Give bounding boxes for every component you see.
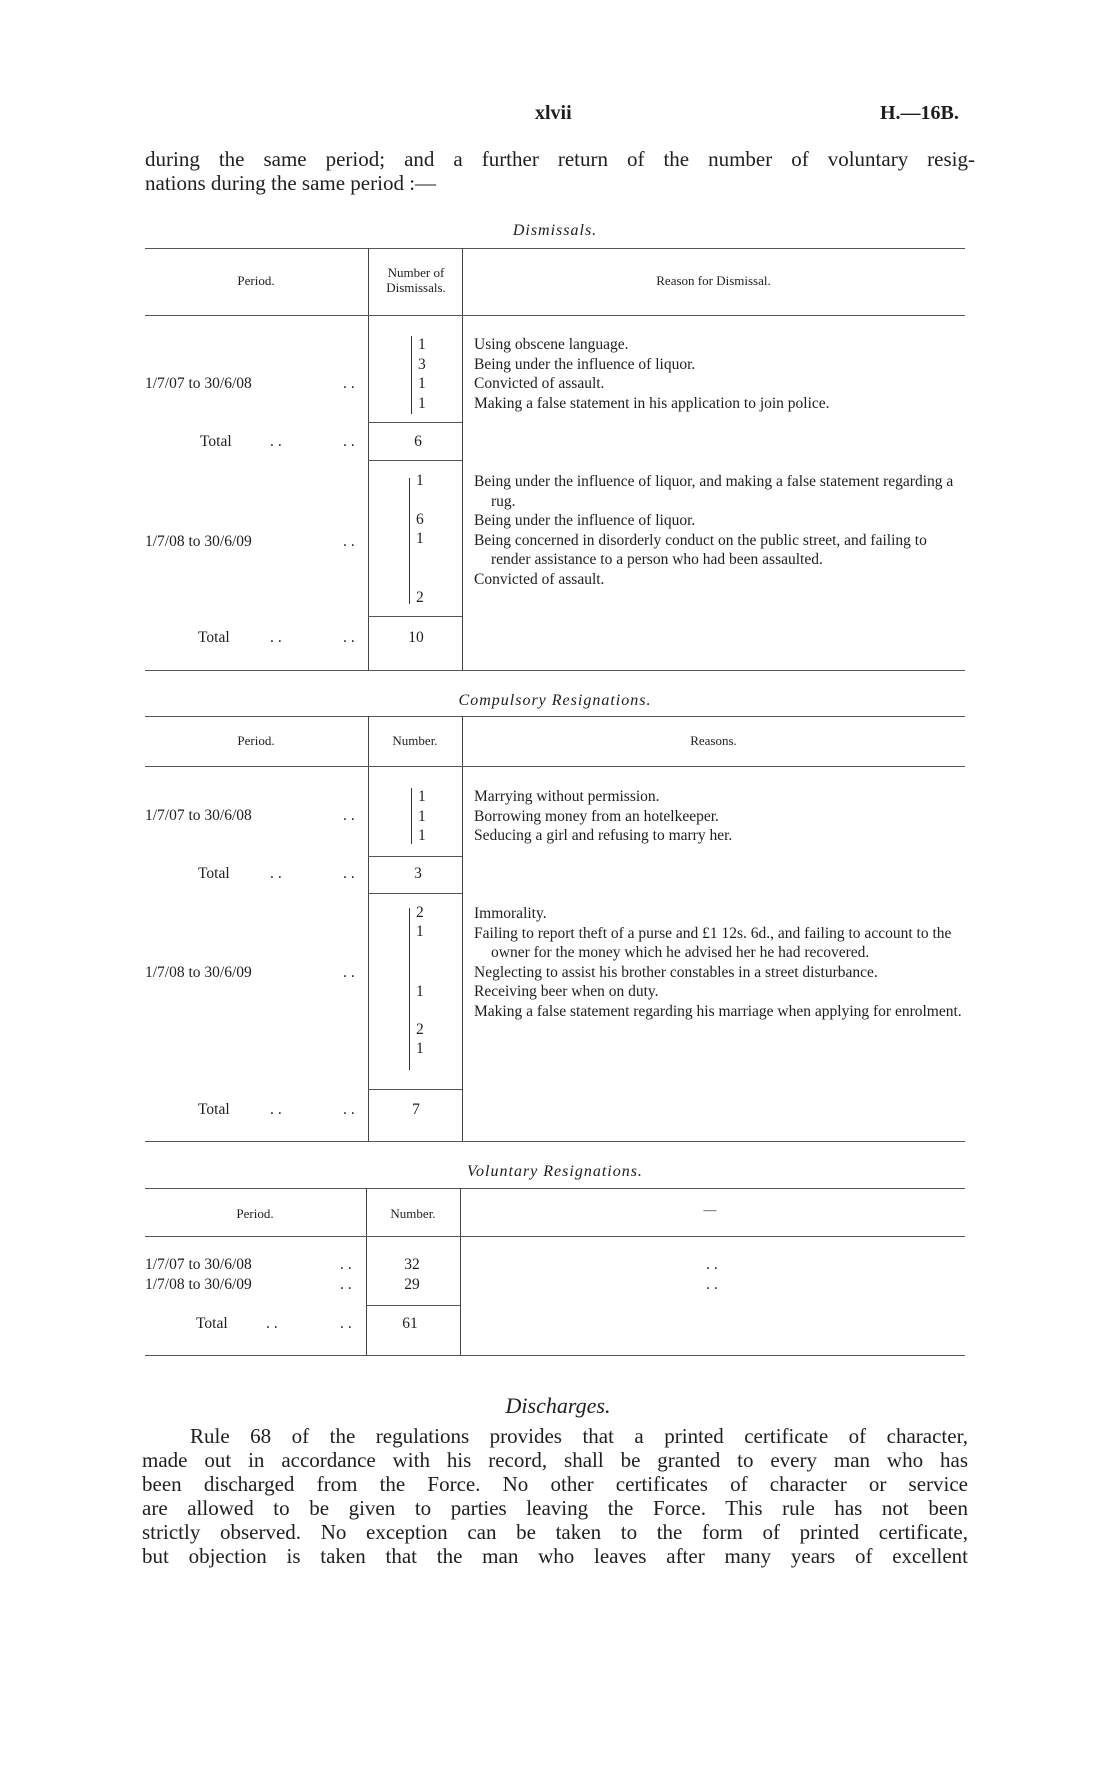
dismissals-header-number: Number of Dismissals. bbox=[386, 265, 446, 295]
discharges-line-6: but objection is taken that the man who leaves after many years of excellent bbox=[142, 1544, 968, 1568]
voluntary-row-2-number: 29 bbox=[404, 1276, 420, 1293]
reason: Borrowing money from an hotelkeeper. bbox=[474, 807, 719, 825]
compulsory-col-divider-1 bbox=[368, 716, 369, 1141]
voluntary-header-period: Period. bbox=[236, 1206, 274, 1221]
voluntary-row-2-extra: .. bbox=[706, 1276, 722, 1293]
dismissals-p2-count-2: 1 bbox=[416, 530, 424, 547]
dismissals-p1-brace bbox=[411, 336, 412, 414]
intro-paragraph bbox=[145, 147, 975, 195]
dismissals-p2-total: 10 bbox=[408, 629, 424, 646]
compulsory-top-rule bbox=[145, 716, 965, 717]
discharges-line-5: strictly observed. No exception can be taken to the form of printed certificate, bbox=[142, 1520, 968, 1544]
count: 1 bbox=[418, 336, 426, 353]
compulsory-p2-count-4: 1 bbox=[416, 1040, 424, 1057]
count: 1 bbox=[418, 807, 426, 825]
dismissals-bottom-rule bbox=[145, 670, 965, 671]
compulsory-p2-period: 1/7/08 to 30/6/09 bbox=[145, 964, 252, 981]
compulsory-p2-reasons bbox=[474, 904, 966, 1021]
reason: Neglecting to assist his brother constables in a street disturbance. bbox=[474, 963, 878, 981]
reason: Making a false statement regarding his marriage when applying for enrolment. bbox=[474, 1002, 962, 1020]
reason: Being concerned in disorderly conduct on the public street, and failing to render assistance to a person who had been assaulted. bbox=[474, 531, 927, 568]
reason: Convicted of assault. bbox=[474, 570, 605, 588]
compulsory-p1-total: 3 bbox=[414, 865, 422, 882]
discharges-line-4: are allowed to be given to parties leaving the Force. This rule has not been bbox=[142, 1496, 968, 1520]
dismissals-p1-dots: .. bbox=[343, 375, 359, 392]
reason: Making a false statement in his application to join police. bbox=[474, 394, 830, 412]
voluntary-col-divider-2 bbox=[460, 1188, 461, 1355]
discharges-line-3: been discharged from the Force. No other certificates of character or service bbox=[142, 1472, 968, 1496]
document-reference: H.—16B. bbox=[880, 102, 959, 124]
intro-line-2: nations during the same period :— bbox=[145, 171, 437, 195]
compulsory-p2-sum-rule bbox=[368, 1089, 462, 1090]
dismissals-p2-count-3: 2 bbox=[416, 589, 424, 606]
count: 1 bbox=[418, 788, 426, 805]
voluntary-top-rule bbox=[145, 1188, 965, 1189]
compulsory-bottom-rule bbox=[145, 1141, 965, 1142]
compulsory-p1-reasons bbox=[474, 787, 966, 846]
dismissals-p2-count-0: 1 bbox=[416, 472, 424, 489]
dots: .. bbox=[343, 1101, 359, 1118]
voluntary-header-reason: — bbox=[703, 1202, 717, 1217]
dismissals-p1-total: 6 bbox=[414, 433, 422, 450]
count: 1 bbox=[418, 394, 426, 412]
dismissals-p1-period: 1/7/07 to 30/6/08 bbox=[145, 375, 252, 392]
dots: .. bbox=[270, 1101, 286, 1118]
intro-line-1: during the same period; and a further return of the number of voluntary resig- bbox=[145, 147, 975, 171]
count: 3 bbox=[418, 355, 426, 373]
reason: Being under the influence of liquor, and making a false statement regarding a rug. bbox=[474, 473, 954, 510]
compulsory-header-rule bbox=[145, 766, 965, 767]
voluntary-row-2-period: 1/7/08 to 30/6/09 bbox=[145, 1276, 252, 1293]
voluntary-row-2-dots: .. bbox=[340, 1276, 356, 1293]
compulsory-p1-sum-rule bbox=[368, 856, 462, 857]
dots: .. bbox=[343, 629, 359, 646]
compulsory-p2-count-0: 2 bbox=[416, 904, 424, 921]
compulsory-caption: Compulsory Resignations. bbox=[458, 692, 652, 709]
dismissals-p2-dots: .. bbox=[343, 533, 359, 550]
dismissals-header-period: Period. bbox=[237, 273, 275, 288]
dots: .. bbox=[270, 629, 286, 646]
discharges-line-2: made out in accordance with his record, shall be granted to every man who has bbox=[142, 1448, 968, 1472]
reason: Immorality. bbox=[474, 905, 547, 922]
dismissals-col-divider-2 bbox=[462, 248, 463, 670]
reason: Seducing a girl and refusing to marry her. bbox=[474, 827, 733, 844]
compulsory-p2-total: 7 bbox=[412, 1101, 420, 1118]
compulsory-header-reason: Reasons. bbox=[690, 733, 737, 748]
dismissals-p2-period: 1/7/08 to 30/6/09 bbox=[145, 533, 252, 550]
voluntary-header-number: Number. bbox=[390, 1206, 436, 1221]
voluntary-row-1-extra: .. bbox=[706, 1256, 722, 1273]
compulsory-header-period: Period. bbox=[237, 733, 275, 748]
dismissals-p2-total-label: Total bbox=[198, 629, 230, 646]
dismissals-p1-sum-rule bbox=[368, 422, 462, 423]
dismissals-p1-total-label: Total bbox=[200, 433, 232, 450]
count: 1 bbox=[418, 827, 426, 844]
dots: .. bbox=[270, 865, 286, 882]
dismissals-caption: Dismissals. bbox=[512, 222, 598, 239]
discharges-paragraph bbox=[142, 1424, 968, 1568]
dismissals-header-rule bbox=[145, 315, 965, 316]
dismissals-p2-sum-rule bbox=[368, 616, 462, 617]
dismissals-header-reason: Reason for Dismissal. bbox=[656, 273, 771, 288]
voluntary-row-1-number: 32 bbox=[404, 1256, 420, 1273]
reason: Being under the influence of liquor. bbox=[474, 355, 696, 373]
dots: .. bbox=[270, 433, 286, 450]
reason: Marrying without permission. bbox=[474, 788, 660, 805]
reason: Using obscene language. bbox=[474, 336, 629, 353]
dots: .. bbox=[343, 433, 359, 450]
compulsory-p2-dots: .. bbox=[343, 964, 359, 981]
discharges-line-1: Rule 68 of the regulations provides that a printed certificate of character, bbox=[190, 1424, 968, 1448]
voluntary-total-dots: .. bbox=[340, 1315, 356, 1332]
dismissals-col-divider-1 bbox=[368, 248, 369, 670]
compulsory-p2-total-label: Total bbox=[198, 1101, 230, 1118]
compulsory-p1-total-label: Total bbox=[198, 865, 230, 882]
compulsory-p1-period: 1/7/07 to 30/6/08 bbox=[145, 807, 252, 824]
compulsory-p1-counts bbox=[418, 787, 426, 846]
dismissals-p1-reasons bbox=[474, 335, 966, 413]
reason: Receiving beer when on duty. bbox=[474, 983, 659, 1000]
page-number: xlvii bbox=[535, 102, 572, 124]
count: 1 bbox=[418, 375, 426, 392]
dots: .. bbox=[266, 1315, 282, 1332]
dismissals-p1-counts bbox=[418, 335, 426, 413]
voluntary-total: 61 bbox=[402, 1315, 418, 1332]
reason: Convicted of assault. bbox=[474, 375, 605, 392]
voluntary-caption: Voluntary Resignations. bbox=[467, 1163, 643, 1180]
dismissals-p2-brace bbox=[409, 478, 410, 604]
voluntary-header-rule bbox=[145, 1236, 965, 1237]
dismissals-p1-total-rule bbox=[368, 460, 462, 461]
reason: Being under the influence of liquor. bbox=[474, 512, 696, 529]
compulsory-p1-brace bbox=[411, 788, 412, 844]
compulsory-p1-dots: .. bbox=[343, 807, 359, 824]
compulsory-p2-count-1: 1 bbox=[416, 923, 424, 940]
dismissals-p2-count-1: 6 bbox=[416, 511, 424, 528]
voluntary-row-1-dots: .. bbox=[340, 1256, 356, 1273]
dismissals-p2-reasons bbox=[474, 472, 966, 589]
voluntary-total-label: Total bbox=[196, 1315, 228, 1332]
compulsory-p1-total-rule bbox=[368, 893, 462, 894]
dots: .. bbox=[343, 865, 359, 882]
compulsory-col-divider-2 bbox=[462, 716, 463, 1141]
compulsory-header-number: Number. bbox=[392, 733, 438, 748]
compulsory-p2-brace bbox=[409, 908, 410, 1070]
voluntary-row-1-period: 1/7/07 to 30/6/08 bbox=[145, 1256, 252, 1273]
compulsory-p2-count-2: 1 bbox=[416, 983, 424, 1000]
reason: Failing to report theft of a purse and £1 12s. 6d., and failing to account to the owner for the money which he advised her he had recovered. bbox=[474, 924, 952, 961]
compulsory-p2-count-3: 2 bbox=[416, 1021, 424, 1038]
voluntary-bottom-rule bbox=[145, 1355, 965, 1356]
discharges-heading: Discharges. bbox=[505, 1393, 611, 1418]
dismissals-top-rule bbox=[145, 248, 965, 249]
voluntary-sum-rule bbox=[366, 1305, 460, 1306]
